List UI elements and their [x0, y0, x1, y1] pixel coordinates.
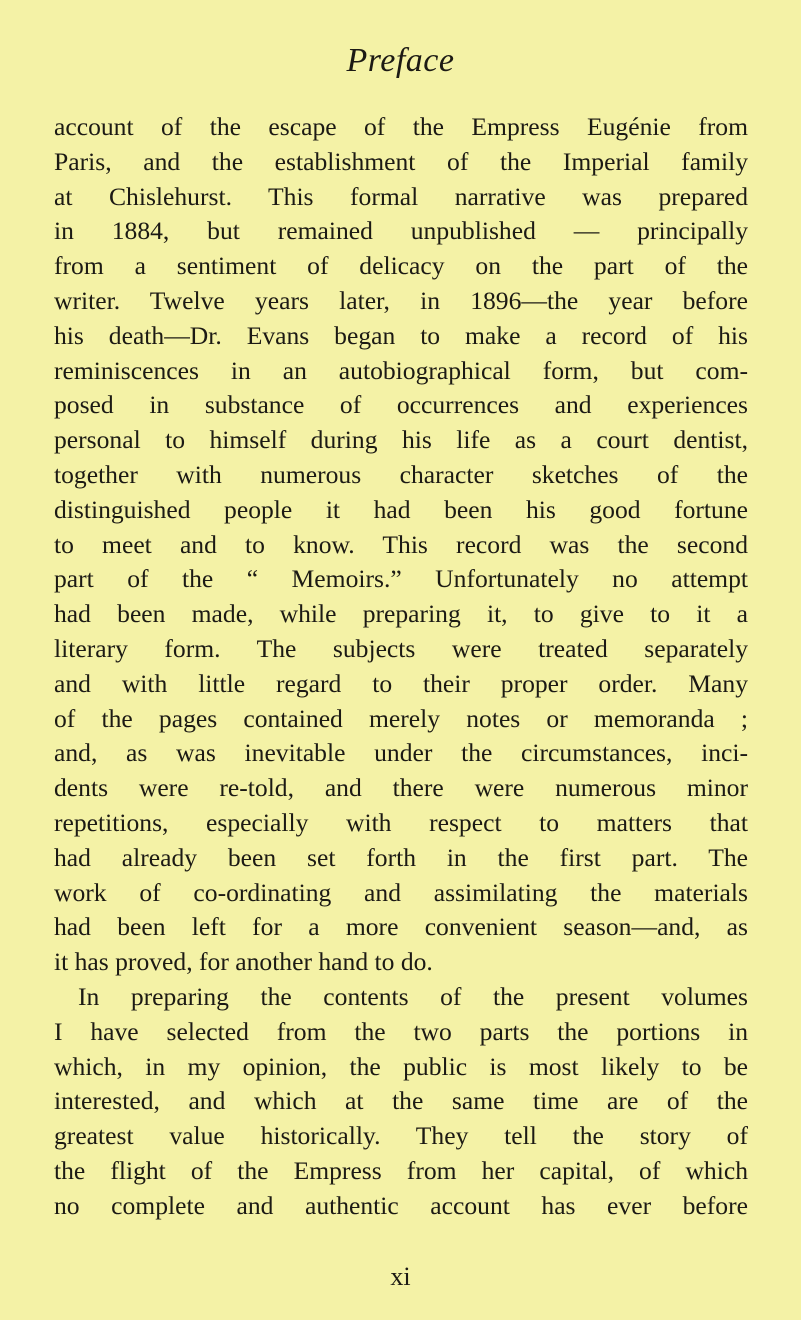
text-line: the flight of the Empress from her capital, of which	[54, 1155, 748, 1185]
text-line: posed in substance of occurrences and experiences	[54, 390, 748, 420]
text-line: which, in my opinion, the public is most likely to be	[54, 1051, 748, 1081]
text-line: in 1884, but remained unpublished — principally	[54, 216, 748, 246]
text-line: reminiscences in an autobiographical form, but com-	[54, 355, 748, 385]
text-line: work of co-ordinating and assimilating the materials	[54, 877, 748, 907]
text-line: together with numerous character sketches of the	[54, 459, 748, 489]
text-line: personal to himself during his life as a court dentist,	[54, 425, 748, 455]
running-head: Preface	[346, 42, 455, 79]
text-line: literary form. The subjects were treated separately	[54, 633, 748, 663]
text-line: to meet and to know. This record was the second	[54, 529, 748, 559]
paragraph-end-line: it has proved, for another hand to do.	[54, 947, 433, 977]
text-line: no complete and authentic account has ever before	[54, 1190, 748, 1220]
text-line: dents were re-told, and there were numerous minor	[54, 773, 748, 803]
text-line: and with little regard to their proper order. Many	[54, 668, 748, 698]
text-line: of the pages contained merely notes or memoranda ;	[54, 703, 748, 733]
text-line: account of the escape of the Empress Eugénie from	[54, 112, 748, 141]
text-line: part of the “ Memoirs.” Unfortunately no attempt	[54, 564, 748, 594]
body-text	[54, 110, 748, 1224]
text-line: writer. Twelve years later, in 1896—the year before	[54, 285, 748, 315]
text-line: and, as was inevitable under the circumstances, inci-	[54, 738, 748, 768]
text-line: his death—Dr. Evans began to make a record of his	[54, 320, 748, 350]
text-line: I have selected from the two parts the portions in	[54, 1016, 748, 1046]
text-line: from a sentiment of delicacy on the part of the	[54, 251, 748, 281]
text-line: at Chislehurst. This formal narrative was prepared	[54, 181, 748, 211]
text-line: greatest value historically. They tell the story of	[54, 1121, 748, 1151]
text-line: interested, and which at the same time are of the	[54, 1086, 748, 1116]
text-line: had been left for a more convenient season—and, as	[54, 912, 748, 942]
text-line: repetitions, especially with respect to matters that	[54, 807, 748, 837]
page-number: xi	[390, 1262, 411, 1291]
text-line: distinguished people it had been his good fortune	[54, 494, 748, 524]
paragraph-start-line: In preparing the contents of the present volumes	[78, 981, 748, 1011]
text-line: had been made, while preparing it, to give to it a	[54, 599, 748, 629]
text-line: Paris, and the establishment of the Imperial family	[54, 146, 748, 176]
text-line: had already been set forth in the first part. The	[54, 842, 748, 872]
